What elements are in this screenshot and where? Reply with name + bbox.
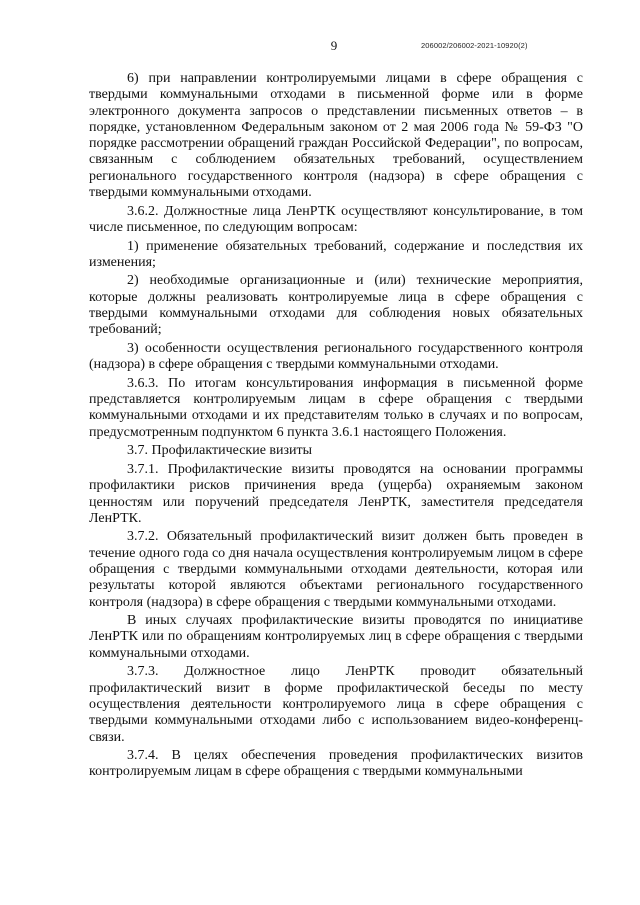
document-body [89, 71, 583, 781]
paragraph-3-6-3: 3.6.3. По итогам консультирования информация в письменной форме представляется контролируемым лицам в сфере обращения с твердыми коммунальными отходами и их представителям только в случаях и по вопросам, предусмотренным подпунктом 6 пункта 3.6.1 настоящего Положения. [89, 375, 583, 440]
section-heading-3-7: 3.7. Профилактические визиты [127, 443, 313, 459]
paragraph-list-3: 3) особенности осуществления регионального государственного контроля (надзора) в сфере обращения с твердыми коммунальными отходами. [89, 340, 583, 373]
paragraph-list-2: 2) необходимые организационные и (или) технические мероприятия, которые должны реализовать контролируемые лица в сфере обращения с твердыми коммунальными отходами для соблюдения новых обязательных требований; [89, 273, 583, 338]
paragraph-3-6-2: 3.6.2. Должностные лица ЛенРТК осуществляют консультирование, в том числе письменное, по следующим вопросам: [89, 203, 583, 235]
paragraph-3-7-3: 3.7.3. Должностное лицо ЛенРТК проводит обязательный профилактический визит в форме профилактической беседы по месту осуществления деятельности контролируемого лица в сфере обращения с твердыми коммунальными отходами либо с использованием видео-конференц-связи. [89, 664, 583, 745]
paragraph-item-6: 6) при направлении контролируемыми лицами в сфере обращения с твердыми коммунальными отходами в письменной форме или в форме электронного документа запросов о представлении письменных ответов – в порядке, установленном Федеральным законом от 2 мая 2006 года № 59-ФЗ "О порядке рассмотрении обращений граждан Российской Федерации", по вопросам, связанным с соблюдением обязательных требований, осуществлением регионального государственного контроля (надзора) в сфере обращения с твердыми коммунальными отходами. [89, 71, 583, 201]
paragraph-other-cases: В иных случаях профилактические визиты проводятся по инициативе ЛенРТК или по обращениям контролируемых лиц в сфере обращения с твердыми коммунальными отходами. [89, 613, 583, 661]
paragraph-3-7-4: 3.7.4. В целях обеспечения проведения профилактических визитов контролируемым лицам в сфере обращения с твердыми коммунальными [89, 748, 583, 780]
paragraph-3-7-1: 3.7.1. Профилактические визиты проводятся на основании программы профилактики рисков причинения вреда (ущерба) охраняемым законом ценностям или поручений председателя ЛенРТК, заместителя председателя ЛенРТК. [89, 461, 583, 526]
paragraph-3-7-2: 3.7.2. Обязательный профилактический визит должен быть проведен в течение одного года со дня начала осуществления контролируемым лицом в сфере обращения с твердыми коммунальными отходами деятельности, которая или результаты которой являются объектами регионального государственного контроля (надзора) в сфере обращения с твердыми коммунальными отходами. [89, 529, 583, 610]
page-number: 9 [330, 38, 338, 53]
document-id: 206002/206002-2021-10920(2) [421, 41, 528, 50]
paragraph-list-1: 1) применение обязательных требований, содержание и последствия их изменения; [89, 238, 583, 270]
